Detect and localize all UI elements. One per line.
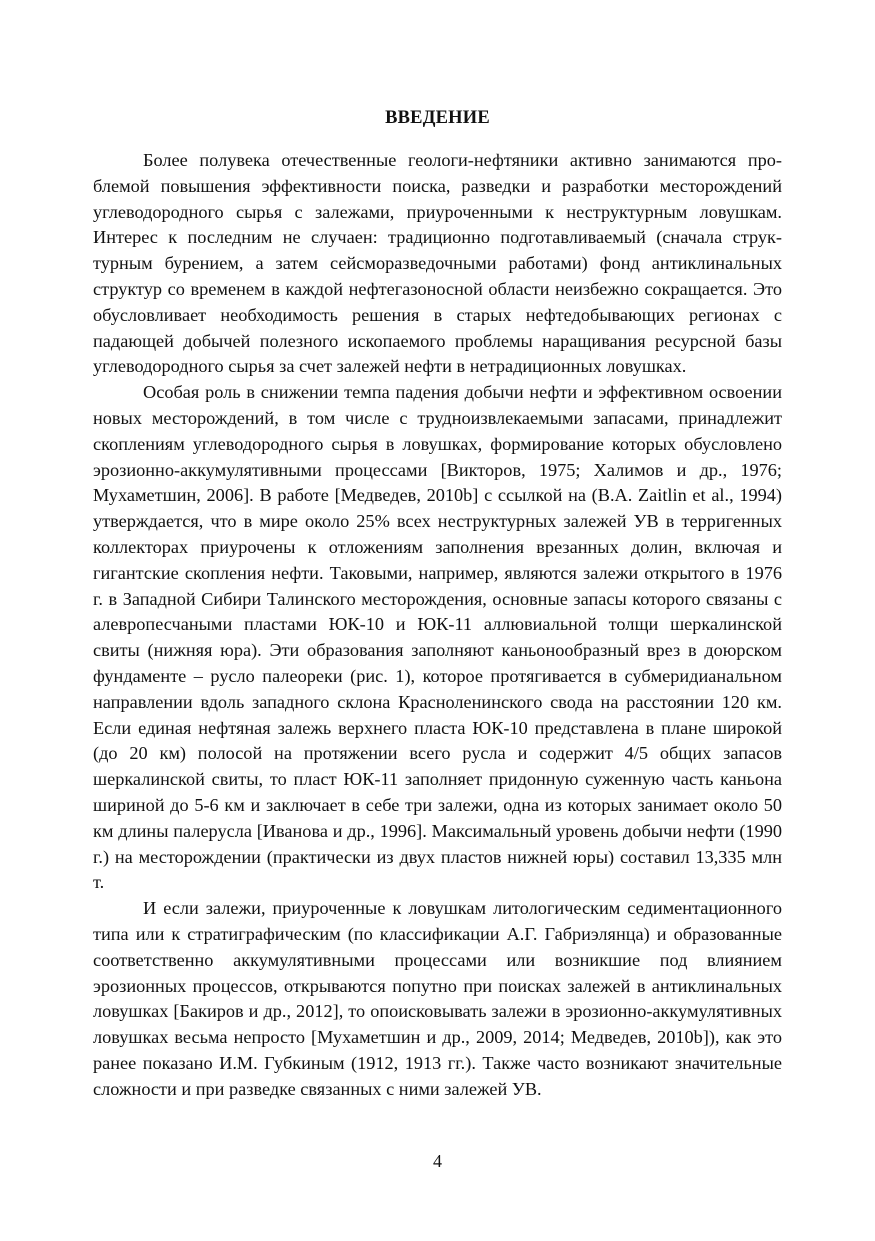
section-heading: ВВЕДЕНИЕ (385, 108, 490, 128)
paragraph: Особая роль в снижении темпа падения добычи нефти и эффективном освоении новых месторождений, в том числе с трудноизвлекаемыми запасами, принадлежит скоплениям углеводородного сырья в ловушках, формирование которых обусловлено эрозионно-аккумулятивными процессами [Викторов, 1975; Халимов и др., 1976; Мухаметшин, 2006]. В работе [Медведев, 2010b] с ссылкой на (B.A. Zaitlin et al., 1994) утверждается, что в мире около 25% всех неструктурных залежей УВ в терригенных коллекторах приурочены к отложениям заполнения врезанных долин, включая и гигантские скопления нефти. Таковыми, например, являются залежи открытого в 1976 г. в Западной Сибири Талинского месторождения, основные запасы которого связаны с алевропесчаными пластами ЮК-10 и ЮК-11 аллювиальной толщи шеркалинской свиты (нижняя юра). Эти образования заполняют каньонообразный врез в доюрском фундаменте – русло палеореки (рис. 1), которое протягивается в субмеридианальном направлении вдоль западного склона Красноленинского свода на расстоянии 120 км. Если единая нефтяная залежь верхнего пласта ЮК-10 представлена в плане широкой (до 20 км) полосой на протяжении всего русла и содержит 4/5 общих запасов шеркалинской свиты, то пласт ЮК-11 заполняет придонную суженную часть каньона шириной до 5-6 км и заключает в себе три залежи, одна из которых занимает около 50 км длины палерусла [Иванова и др., 1996]. Максимальный уровень добычи нефти (1990 г.) на месторождении (практически из двух пластов нижней юры) составил 13,335 млн т. (93, 382, 782, 893)
paragraph: И если залежи, приуроченные к ловушкам литологическим седиментационного типа или к стратиграфическим (по классификации А.Г. Габриэлянца) и образованные соответственно аккумулятивными процессами или возникшие под влиянием эрозионных процессов, открываются попутно при поисках залежей в антиклинальных ловушках [Бакиров и др., 2012], то опоисковывать залежи в эрозионно-аккумулятивных ловушках весьма непросто [Мухаметшин и др., 2009, 2014; Медведев, 2010b]), как это ранее показано И.М. Губкиным (1912, 1913 гг.). Также часто возникают значительные сложности и при разведке связанных с ними залежей УВ. (93, 898, 782, 1099)
paragraph: Более полувека отечественные геологи-нефтяники активно занимаются проблемой повышения эффективности поиска, разведки и разработки месторождений углеводородного сырья с залежами, приуроченными к неструктурным ловушкам. Интерес к последним не случаен: традиционно подготавливаемый (сначала структурным бурением, а затем сейсморазведочными работами) фонд антиклинальных структур со временем в каждой нефтегазоносной области неизбежно сокращается. Это обусловливает необходимость решения в старых нефтедобывающих регионах с падающей добычей полезного ископаемого проблемы наращивания ресурсной базы углеводородного сырья за счет залежей нефти в нетрадиционных ловушках. (93, 150, 782, 377)
body-text (93, 148, 782, 1102)
page-number: 4 (433, 1151, 442, 1171)
